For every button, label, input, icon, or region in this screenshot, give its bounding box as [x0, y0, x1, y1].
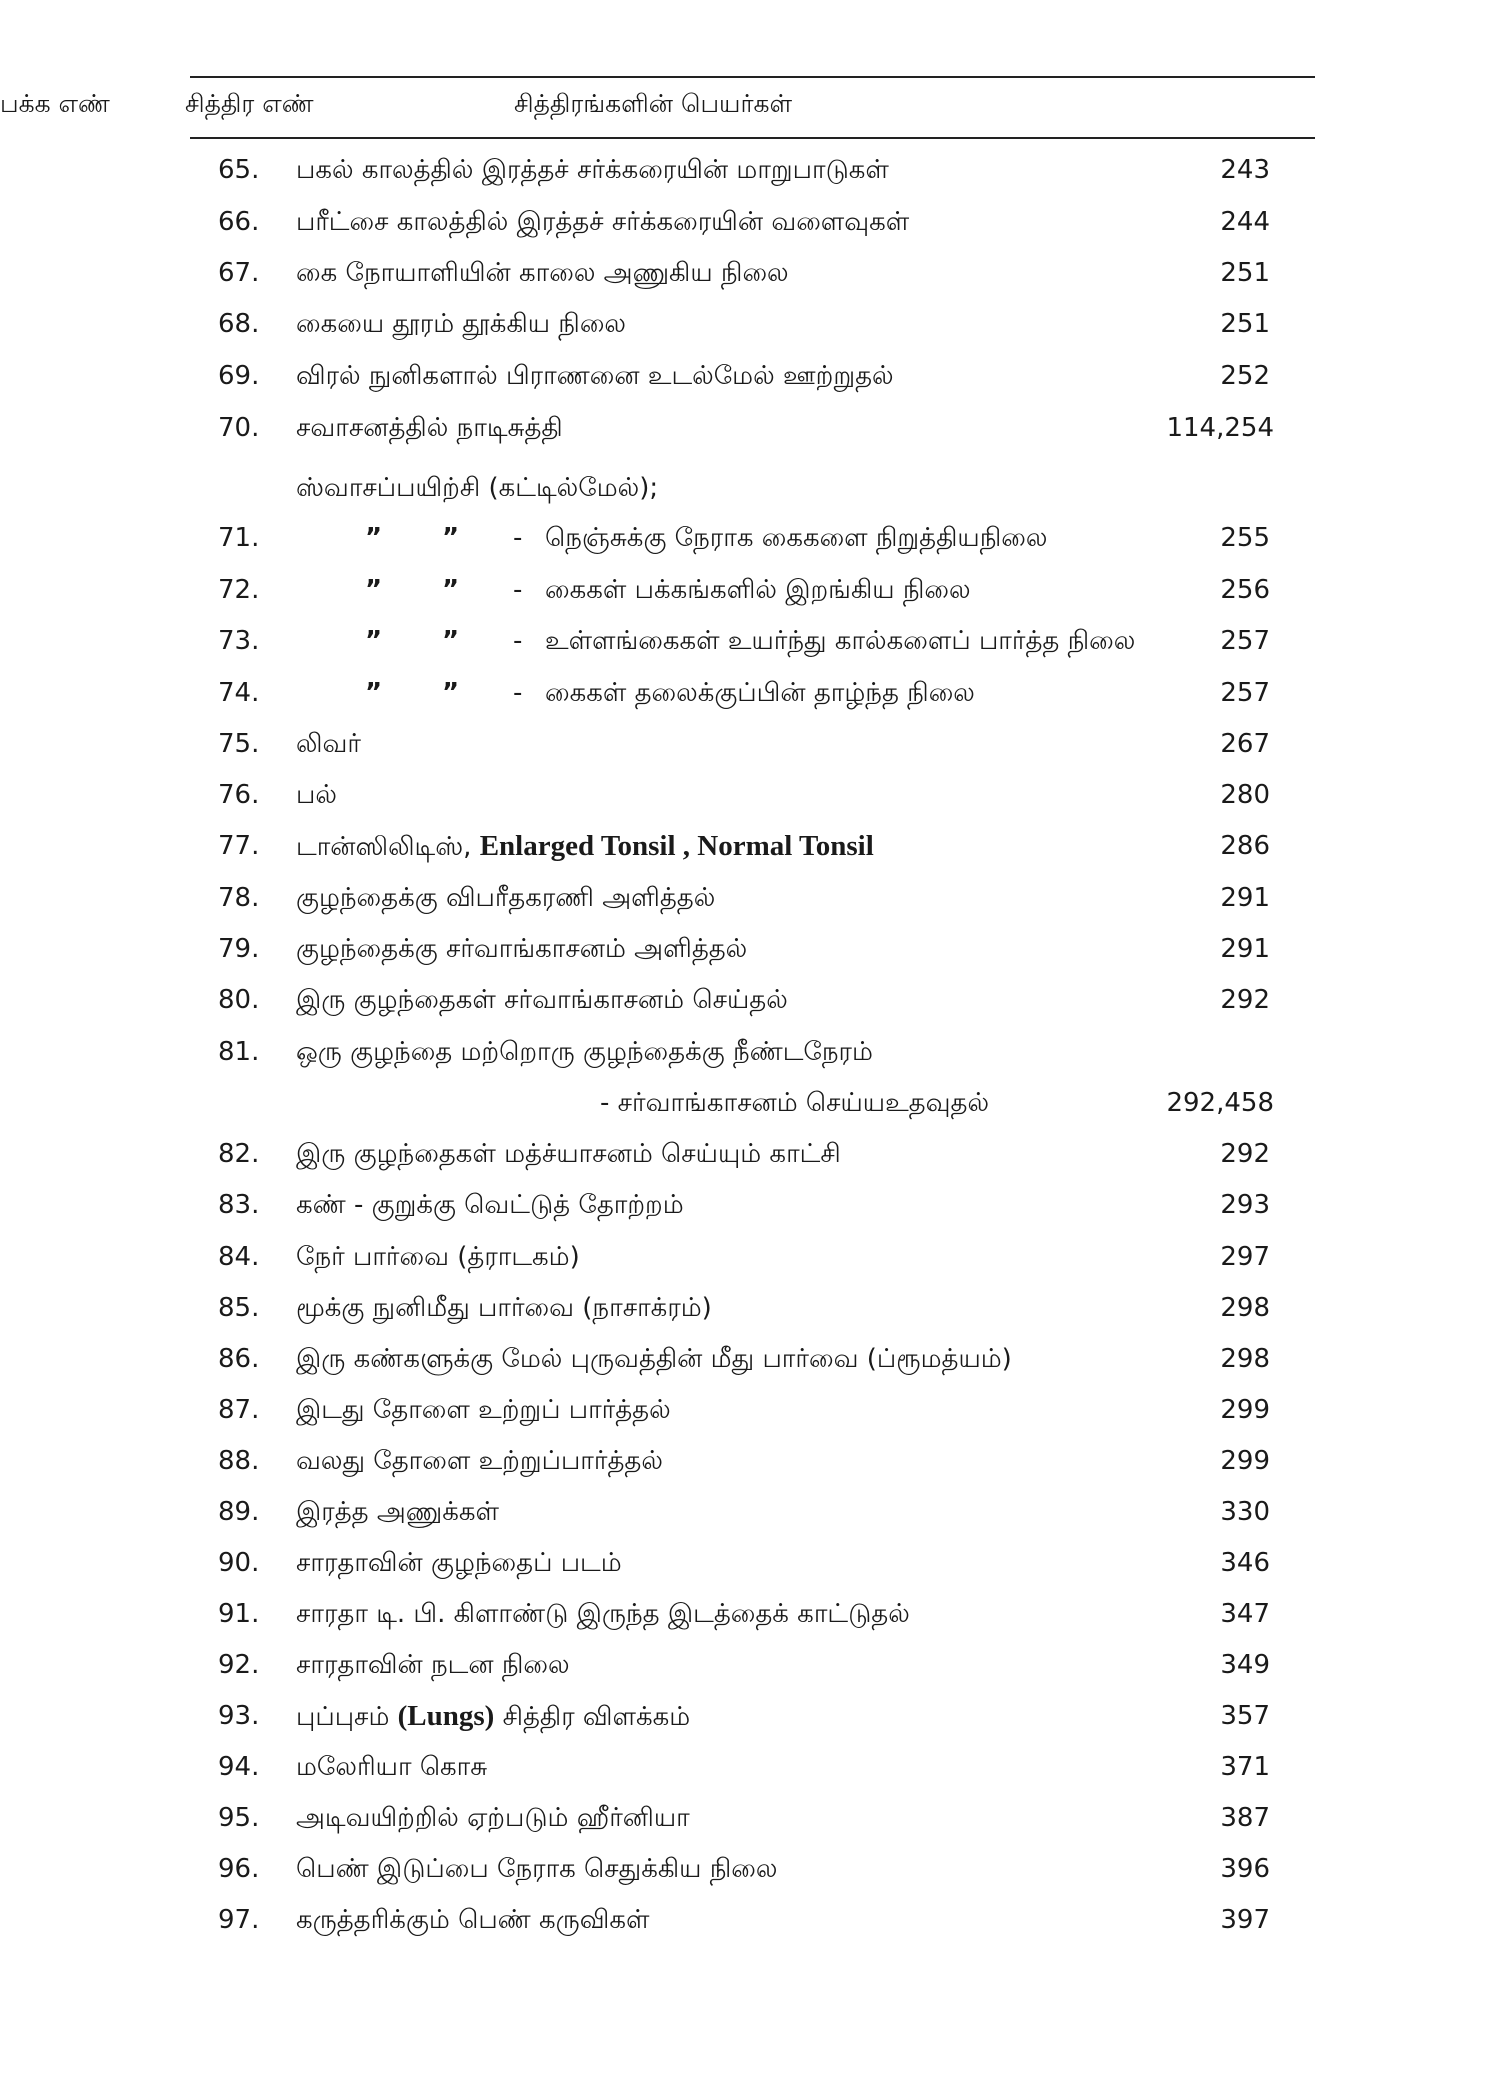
figure-number: 76.: [218, 780, 260, 810]
list-item: [0, 1698, 1500, 1742]
figure-number: 74.: [218, 678, 260, 708]
figure-title: இடது தோளை உற்றுப் பார்த்தல்: [296, 1395, 671, 1425]
list-item: [0, 726, 1500, 770]
page-number: 255: [1220, 523, 1270, 553]
page-number: 298: [1220, 1344, 1270, 1374]
figure-title: கைகள் பக்கங்களில் இறங்கிய நிலை: [545, 575, 971, 605]
figure-number: 86.: [218, 1344, 260, 1374]
ditto-mark: ”: [365, 678, 383, 708]
header-title-label: சித்திரங்களின் பெயர்கள்: [514, 89, 793, 118]
figure-number: 68.: [218, 309, 260, 339]
figure-title: பல்: [296, 780, 337, 810]
list-item: [0, 828, 1500, 872]
figure-title: நேர் பார்வை (த்ராடகம்): [296, 1242, 580, 1272]
figure-number: 66.: [218, 207, 260, 237]
page-number: 297: [1220, 1242, 1270, 1272]
figure-title-latin: Enlarged Tonsil , Normal Tonsil: [479, 830, 874, 862]
figure-title: நெஞ்சுக்கு நேராக கைகளை நிறுத்தியநிலை: [545, 523, 1048, 553]
list-item: [0, 982, 1500, 1026]
figure-number: 82.: [218, 1139, 260, 1169]
page-number: 257: [1220, 678, 1270, 708]
figure-number: 96.: [218, 1854, 260, 1884]
page-number: 243: [1220, 155, 1270, 185]
ditto-mark: ”: [365, 626, 383, 656]
figure-number: 97.: [218, 1905, 260, 1935]
page-number: 286: [1220, 831, 1270, 861]
figure-number: 81.: [218, 1037, 260, 1067]
figure-title: ஒரு குழந்தை மற்றொரு குழந்தைக்கு நீண்டநேரம்: [296, 1037, 873, 1067]
list-item: [0, 520, 1500, 564]
figure-number: 93.: [218, 1701, 260, 1731]
ditto-mark: ”: [442, 626, 460, 656]
page-number: 396: [1220, 1854, 1270, 1884]
figure-number: 69.: [218, 361, 260, 391]
list-item: [0, 1341, 1500, 1385]
figure-title: சாரதாவின் குழந்தைப் படம்: [296, 1548, 622, 1578]
ditto-mark: ”: [442, 678, 460, 708]
page-number: 256: [1220, 575, 1270, 605]
page-number: 252: [1220, 361, 1270, 391]
figure-number: 87.: [218, 1395, 260, 1425]
figure-title: இரு குழந்தைகள் சர்வாங்காசனம் செய்தல்: [296, 985, 788, 1015]
figure-number: 77.: [218, 831, 260, 861]
figure-title: கையை தூரம் தூக்கிய நிலை: [296, 309, 627, 339]
page-number: 346: [1220, 1548, 1270, 1578]
figure-number: 79.: [218, 934, 260, 964]
figure-number: 85.: [218, 1293, 260, 1323]
page-number: 292,458: [1166, 1088, 1274, 1118]
ditto-mark: ”: [442, 575, 460, 605]
figure-number: 70.: [218, 413, 260, 443]
dash-mark: -: [513, 678, 523, 708]
list-item: [0, 1136, 1500, 1180]
page-number: 257: [1220, 626, 1270, 656]
list-item: [0, 675, 1500, 719]
figure-number: 71.: [218, 523, 260, 553]
figure-title: சாரதாவின் நடன நிலை: [296, 1650, 570, 1680]
page-number: 251: [1220, 258, 1270, 288]
ditto-mark: ”: [442, 523, 460, 553]
list-item: [0, 1443, 1500, 1487]
figure-title: கைகள் தலைக்குப்பின் தாழ்ந்த நிலை: [545, 678, 975, 708]
list-item: [0, 410, 1500, 454]
ditto-mark: ”: [365, 575, 383, 605]
figure-number: 92.: [218, 1650, 260, 1680]
page-number: 114,254: [1166, 413, 1274, 443]
list-item: [0, 572, 1500, 616]
list-item: [0, 1494, 1500, 1538]
figure-title: லிவர்: [296, 729, 361, 759]
figure-title: கருத்தரிக்கும் பெண் கருவிகள்: [296, 1905, 650, 1935]
figure-title: விரல் நுனிகளால் பிராணனை உடல்மேல் ஊற்றுதல்: [296, 361, 894, 391]
figure-number: 78.: [218, 883, 260, 913]
figure-number: 89.: [218, 1497, 260, 1527]
list-item: [0, 1851, 1500, 1895]
figure-number: 67.: [218, 258, 260, 288]
list-item: [0, 1187, 1500, 1231]
figure-title-tamil: புப்புசம்: [296, 1702, 390, 1732]
figure-title-continuation: - சர்வாங்காசனம் செய்யஉதவுதல்: [600, 1088, 990, 1118]
figure-title: பரீட்சை காலத்தில் இரத்தச் சர்க்கரையின் வளைவுகள்: [296, 207, 910, 237]
figure-number: 94.: [218, 1752, 260, 1782]
list-item: [0, 1647, 1500, 1691]
page-number: 292: [1220, 1139, 1270, 1169]
page-number: 387: [1220, 1803, 1270, 1833]
figure-number: 90.: [218, 1548, 260, 1578]
figure-title: பெண் இடுப்பை நேராக செதுக்கிய நிலை: [296, 1854, 778, 1884]
dash-mark: -: [513, 626, 523, 656]
list-item: [0, 777, 1500, 821]
list-item: [0, 152, 1500, 196]
list-item: [0, 1749, 1500, 1793]
figure-number: 83.: [218, 1190, 260, 1220]
list-item: [0, 1392, 1500, 1436]
figure-number: 73.: [218, 626, 260, 656]
page-number: 397: [1220, 1905, 1270, 1935]
list-item: [0, 358, 1500, 402]
figure-title: குழந்தைக்கு சர்வாங்காசனம் அளித்தல்: [296, 934, 748, 964]
dash-mark: -: [513, 575, 523, 605]
figure-title: [296, 828, 874, 865]
page-number: 267: [1220, 729, 1270, 759]
figure-title-tamil: சித்திர விளக்கம்: [502, 1702, 691, 1732]
list-item: [0, 1545, 1500, 1589]
figure-title: இரத்த அணுக்கள்: [296, 1497, 499, 1527]
list-item: [0, 931, 1500, 975]
list-item: [0, 1800, 1500, 1844]
ditto-mark: ”: [365, 523, 383, 553]
page-number: 299: [1220, 1395, 1270, 1425]
list-item: [0, 255, 1500, 299]
list-item: [0, 880, 1500, 924]
figure-title-tamil: டான்ஸிலிடிஸ்,: [296, 832, 472, 862]
figure-title: குழந்தைக்கு விபரீதகரணி அளித்தல்: [296, 883, 716, 913]
figure-title: கண் - குறுக்கு வெட்டுத் தோற்றம்: [296, 1190, 684, 1220]
page-number: 371: [1220, 1752, 1270, 1782]
list-item: [0, 1034, 1500, 1078]
figure-title: இரு கண்களுக்கு மேல் புருவத்தின் மீது பார்வை (ப்ரூமத்யம்): [296, 1344, 1012, 1374]
page-number: 291: [1220, 883, 1270, 913]
list-item: [0, 1902, 1500, 1946]
page-number: 280: [1220, 780, 1270, 810]
figure-title: இரு குழந்தைகள் மத்ச்யாசனம் செய்யும் காட்சி: [296, 1139, 841, 1169]
figure-title: சவாசனத்தில் நாடிசுத்தி: [296, 413, 563, 443]
figure-number: 75.: [218, 729, 260, 759]
page-number: 299: [1220, 1446, 1270, 1476]
page-number: 330: [1220, 1497, 1270, 1527]
figure-number: 72.: [218, 575, 260, 605]
page-number: 298: [1220, 1293, 1270, 1323]
figure-number: 84.: [218, 1242, 260, 1272]
dash-mark: -: [513, 523, 523, 553]
list-item: [0, 204, 1500, 248]
header-page-label: பக்க எண்: [0, 89, 110, 118]
header-number-label: சித்திர எண்: [185, 89, 314, 118]
figure-number: 80.: [218, 985, 260, 1015]
list-item: [0, 1290, 1500, 1334]
figure-title: மலேரியா கொசு: [296, 1752, 488, 1782]
page-number: 357: [1220, 1701, 1270, 1731]
page-number: 349: [1220, 1650, 1270, 1680]
page-number: 291: [1220, 934, 1270, 964]
figure-number: 65.: [218, 155, 260, 185]
page-number: 293: [1220, 1190, 1270, 1220]
figure-title: [296, 1698, 690, 1735]
figure-title: கை நோயாளியின் காலை அணுகிய நிலை: [296, 258, 789, 288]
list-item-continuation: [0, 1085, 1500, 1129]
figure-title: மூக்கு நுனிமீது பார்வை (நாசாக்ரம்): [296, 1293, 712, 1323]
figure-title: பகல் காலத்தில் இரத்தச் சர்க்கரையின் மாறுபாடுகள்: [296, 155, 889, 185]
figure-title: சாரதா டி. பி. கிளாண்டு இருந்த இடத்தைக் காட்டுதல்: [296, 1599, 910, 1629]
section-heading: ஸ்வாசப்பயிற்சி (கட்டில்மேல்);: [296, 473, 659, 503]
page-number: 244: [1220, 207, 1270, 237]
section-heading-row: [0, 470, 1500, 514]
page-number: 347: [1220, 1599, 1270, 1629]
figure-title: வலது தோளை உற்றுப்பார்த்தல்: [296, 1446, 663, 1476]
page-number: 292: [1220, 985, 1270, 1015]
figure-number: 95.: [218, 1803, 260, 1833]
list-item: [0, 1239, 1500, 1283]
figure-title-latin: (Lungs): [397, 1700, 495, 1732]
page-number: 251: [1220, 309, 1270, 339]
figure-title: உள்ளங்கைகள் உயர்ந்து கால்களைப் பார்த்த நிலை: [545, 626, 1136, 656]
figure-number: 91.: [218, 1599, 260, 1629]
figure-number: 88.: [218, 1446, 260, 1476]
figure-title: அடிவயிற்றில் ஏற்படும் ஹீர்னியா: [296, 1803, 690, 1833]
list-item: [0, 623, 1500, 667]
list-item: [0, 1596, 1500, 1640]
list-item: [0, 306, 1500, 350]
